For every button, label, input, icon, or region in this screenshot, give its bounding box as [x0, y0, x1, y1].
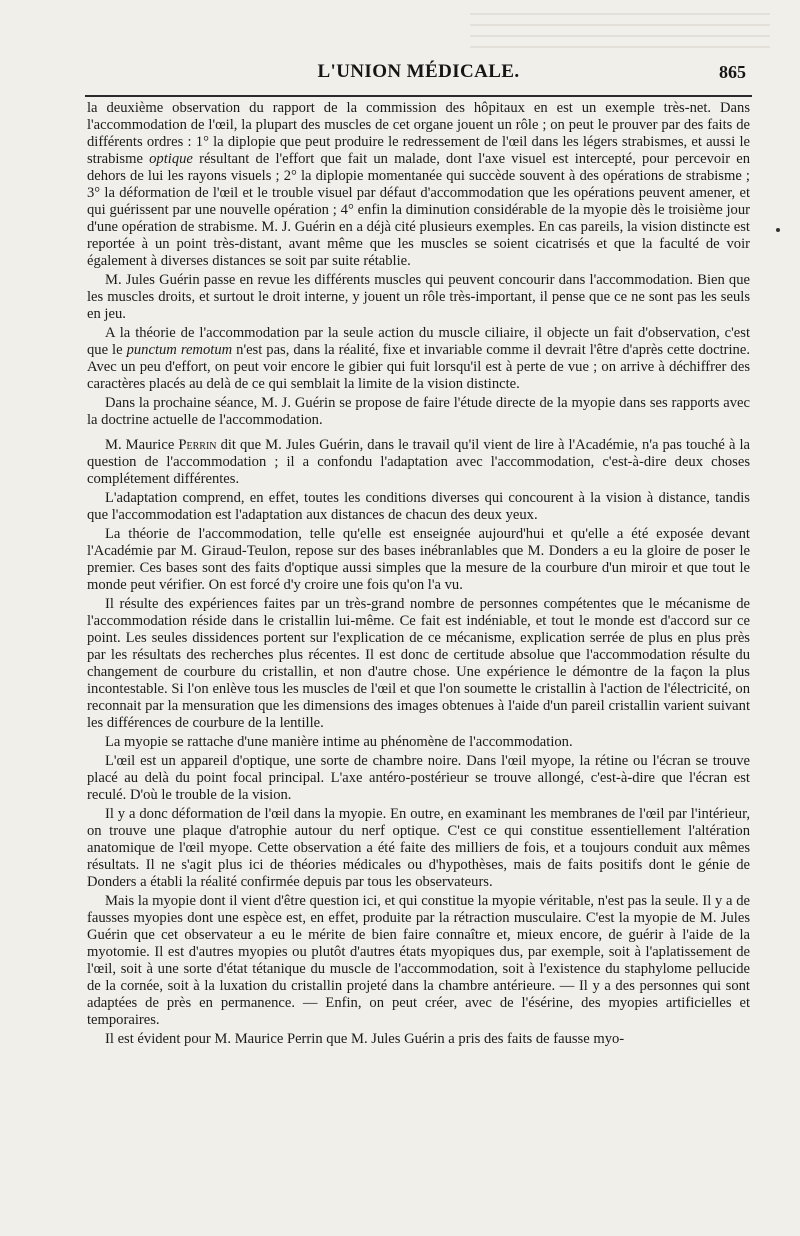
bleed-through-texture [470, 4, 770, 52]
paragraph: L'adaptation comprend, en effet, toutes les conditions diverses qui concourent à la vision à distance, tandis que l'accommodation est l'adaptation aux distances de chacun des deux yeux. [87, 490, 750, 523]
paragraph: Il y a donc déformation de l'œil dans la myopie. En outre, en examinant les membranes de l'œil par l'intérieur, on trouve une plaque d'atrophie autour du nerf optique. C'est ce qui constitue essentiellement l'altération anatomique de l'œil myope. Cette observation a été faite des milliers de fois, et a toujours conduit aux mêmes résultats. Il ne s'agit plus ici de théories médicales ou d'hypothèses, mais de faits positifs dont le génie de Donders a établi la réalité confirmée depuis par tous les observateurs. [87, 806, 750, 890]
paragraph: L'œil est un appareil d'optique, une sorte de chambre noire. Dans l'œil myope, la rétine ou l'écran se trouve placé au delà du point focal principal. L'axe antéro-postérieur se trouve allongé, c'est-à-dire que l'écran est reculé. D'où le trouble de la vision. [87, 753, 750, 803]
margin-dot [776, 228, 780, 232]
paragraph: La myopie se rattache d'une manière intime au phénomène de l'accommodation. [105, 734, 573, 750]
italic-term: optique [149, 151, 193, 167]
paragraph: M. Jules Guérin passe en revue les différents muscles qui peuvent concourir dans l'accommodation. Bien que les muscles droits, et surtout le droit interne, y jouent un rôle très-important, il pense que ce ne sont pas les seuls en jeu. [87, 272, 750, 322]
paragraph-text: A la théorie de l'accommodation par la seule action du muscle ciliaire, il objecte un fait d'observation, c'est que le [87, 325, 750, 358]
page-number: 865 [719, 62, 746, 82]
paragraph [87, 325, 750, 393]
paragraph: Il résulte des expériences faites par un très-grand nombre de personnes compétentes que le mécanisme de l'accommodation réside dans le cristallin lui-même. Ce fait est indéniable, et tout le monde est d'accord sur ce point. Les seules dissidences portent sur l'explication de ce mécanisme, explication serrée de plus en plus près par les résultats des recherches plus récentes. Il est donc de certitude absolue que l'accommodation résulte du changement de courbure du cristallin, et non d'autre chose. Une expérience le démontre de la façon la plus incontestable. Si l'on enlève tous les muscles de l'œil et que l'on soumette le cristallin à l'action de l'électricité, on reconnait par la mensuration que les dimensions des images obtenues à l'aide d'un pareil cristallin varient suivant les différences de courbure de la lentille. [87, 596, 750, 731]
paragraph-text: la deuxième observation du rapport de la commission des hôpitaux en est un exemple très-net. Dans l'accommodation de l'œil, la plupart des muscles de cet organe jouent un rôle ; on peut le prouver par des faits de différents ordres : 1° la diplopie que peut produire le redressement de l'œil dans les légers strabismes, et aussi le strabisme [87, 100, 750, 167]
paragraph: Il est évident pour M. Maurice Perrin que M. Jules Guérin a pris des faits de fausse myo- [105, 1031, 625, 1047]
paragraph [87, 437, 750, 488]
paragraph-text: M. Maurice [105, 437, 175, 453]
paragraph: La théorie de l'accommodation, telle qu'elle est enseignée aujourd'hui et qu'elle a été exposée devant l'Académie par M. Giraud-Teulon, repose sur des bases inébranlables que M. Donders a eu la gloire de poser le premier. Ces bases sont des faits d'optique aussi simples que la mesure de la courbure d'un miroir et que tout le monde peut vérifier. On est forcé d'y croire une fois qu'on l'a vu. [87, 526, 750, 593]
page-header [85, 55, 752, 97]
article-body [87, 100, 750, 1050]
paragraph-text: dit que M. Jules Guérin, dans le travail qu'il vient de lire à l'Académie, n'a pas touché à la question de l'accommodation ; il a confondu l'adaptation avec l'accommodation, c'est-à-dire deux choses complétement différentes. [87, 437, 751, 487]
paragraph [87, 100, 750, 270]
italic-term: punctum remotum [126, 342, 233, 358]
speaker-name: Perrin [178, 437, 217, 453]
running-title: L'UNION MÉDICALE. [317, 61, 520, 82]
paragraph: Mais la myopie dont il vient d'être question ici, et qui constitue la myopie véritable, n'est pas la seule. Il y a de fausses myopies dont une espèce est, en effet, produite par la rétraction musculaire. C'est la myopie de M. Jules Guérin que cet observateur a eu le mérite de bien faire connaître et, mieux encore, de guérir à l'aide de la myotomie. Il est d'autres myopies ou plutôt d'autres états myopiques dus, par exemple, soit à l'aplatissement de l'œil, soit à une sorte d'état tétanique du muscle de l'accommodation, soit à l'existence du staphylome pellucide de la cornée, soit à la luxation du cristallin projeté dans la chambre antérieure. — Il y a des personnes qui sont adaptées de près en permanence. — Enfin, on peut créer, avec de l'ésérine, des myopies artificielles et temporaires. [87, 893, 750, 1028]
paragraph: Dans la prochaine séance, M. J. Guérin se propose de faire l'étude directe de la myopie dans ses rapports avec la doctrine actuelle de l'accommodation. [87, 395, 750, 428]
paragraph-text: résultant de l'effort que fait un malade, dont l'axe visuel est intercepté, pour percevoir en dehors de lui les rayons visuels ; 2° la diplopie momentanée qui succède souvent à des opérations de strabisme ; 3° la déformation de l'œil et le trouble visuel par défaut d'accommodation que les opérations peuvent amener, et qui guérissent par une nouvelle opération ; 4° enfin la diminution considérable de la myopie dès le troisième jour d'une opération de strabisme. M. J. Guérin en a déjà cité plusieurs exemples. En cas pareils, la vision distincte est reportée à un point très-distant, avant même que les muscles se soient cicatrisés et que la faculté de voir également à diverses distances se soit par suite rétablie. [87, 151, 751, 269]
paragraph-text: n'est pas, dans la réalité, fixe et invariable comme il devrait l'être d'après cette doctrine. Avec un peu d'effort, on peut voir encore le gibier qui fuit lorsqu'il est à perte de vue ; on arrive à déchiffrer des caractères placés au delà de ce qui semblait la limite de la vision distincte. [87, 342, 750, 392]
